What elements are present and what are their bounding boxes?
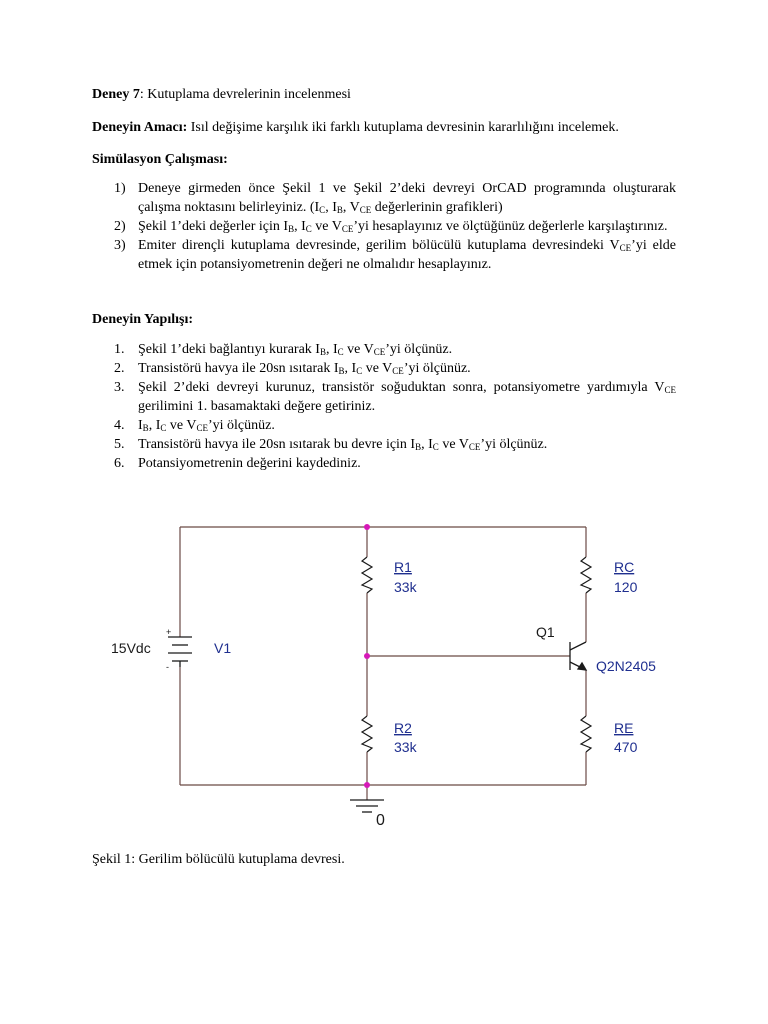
text-run: ve V [166, 418, 197, 433]
re-resistor-icon [581, 716, 591, 752]
text-run: ’yi hesaplayınız ve ölçtüğünüz değerlerle karşılaştırınız. [353, 219, 668, 234]
transistor-name-label: Q1 [536, 624, 555, 640]
re-value-label: 470 [614, 739, 638, 755]
text-run: Deneye girmeden önce Şekil 1 ve Şekil 2’deki devreyi OrCAD programında oluşturarak çalışma noktasını belirleyiniz. (I [138, 181, 676, 215]
item-number: 3) [114, 238, 126, 253]
ground-icon [350, 800, 384, 812]
r1-name-label: R1 [394, 559, 412, 575]
text-run: , I [344, 361, 357, 376]
text-run: ’yi ölçünüz. [207, 418, 275, 433]
subscript: B [338, 366, 345, 376]
item-number: 1. [114, 342, 125, 357]
r2-value-label: 33k [394, 739, 417, 755]
text-run: Transistörü havya ile 20sn ısıtarak bu devre için I [138, 437, 416, 452]
subscript: CE [392, 366, 404, 376]
item-number: 1) [114, 181, 126, 196]
source-value-label: 15Vdc [111, 640, 151, 656]
subscript: C [160, 423, 167, 433]
subscript: B [288, 224, 295, 234]
battery-icon [168, 637, 192, 667]
subscript: B [415, 442, 422, 452]
text-run: ’yi ölçünüz. [403, 361, 471, 376]
item-number: 3. [114, 380, 125, 395]
battery-plus-label: + [166, 627, 172, 637]
subscript: B [142, 423, 149, 433]
figure-caption [92, 850, 676, 869]
text-run: ’yi ölçünüz. [385, 342, 453, 357]
subscript: C [337, 347, 344, 357]
text-run: , V [342, 200, 360, 215]
subscript: CE [373, 347, 386, 357]
source-name-label: V1 [214, 640, 232, 656]
text-run: ve V [343, 342, 374, 357]
item-number: 4. [114, 418, 125, 433]
sim-title-text: Simülasyon Çalışması: [92, 152, 228, 167]
item-number: 2. [114, 361, 125, 376]
text-run: , I [148, 418, 161, 433]
heading-rest: : Kutuplama devrelerinin incelenmesi [139, 87, 351, 102]
text-run: değerlerinin grafikleri) [371, 200, 503, 215]
text-run: Şekil 2’deki devreyi kurunuz, transistör soğuduktan sonra, potansiyometre yardımıyla V [138, 380, 665, 395]
subscript: C [432, 442, 439, 452]
text-run: , I [325, 342, 338, 357]
subscript: CE [196, 423, 208, 433]
text-run: ’yi ölçünüz. [480, 437, 548, 452]
rc-name-label: RC [614, 559, 635, 575]
text-run: Şekil 1’deki değerler için I [138, 219, 289, 234]
text-run: ve V [311, 219, 342, 234]
text-run: ve V [362, 361, 393, 376]
subscript: CE [664, 385, 676, 395]
subscript: C [356, 366, 363, 376]
battery-minus-label: - [166, 662, 169, 672]
subscript: CE [619, 243, 632, 253]
subscript: B [319, 347, 326, 357]
transistor-model-label: Q2N2405 [596, 658, 656, 674]
heading-bold: Deney 7 [92, 87, 140, 102]
subscript: C [305, 224, 312, 234]
item-number: 5. [114, 437, 125, 452]
transistor-icon [570, 642, 586, 670]
r2-resistor-icon [362, 716, 372, 752]
re-name-label: RE [614, 720, 634, 736]
text-run: , I [294, 219, 306, 234]
subscript: CE [359, 205, 372, 215]
item-number: 2) [114, 219, 126, 234]
text-run: Transistörü havya ile 20sn ısıtarak I [138, 361, 339, 376]
rc-value-label: 120 [614, 579, 638, 595]
r1-value-label: 33k [394, 579, 417, 595]
item-number: 6. [114, 456, 125, 471]
node-top [364, 524, 370, 530]
node-base [364, 653, 370, 659]
ground-label: 0 [376, 812, 385, 829]
aim-label: Deneyin Amacı: [92, 120, 188, 135]
r2-name-label: R2 [394, 720, 412, 736]
text-run: Potansiyometrenin değerini kaydediniz. [138, 456, 361, 471]
text-run: ’yi elde etmek için potansiyometrenin değeri ne olmalıdır hesaplayınız. [138, 238, 676, 272]
subscript: CE [341, 224, 354, 234]
text-run: , I [325, 200, 337, 215]
caption-text: Şekil 1: Gerilim bölücülü kutuplama devresi. [92, 852, 345, 867]
aim-text: Isıl değişime karşılık iki farklı kutuplama devresinin kararlılığını incelemek. [187, 120, 619, 135]
wires [180, 527, 586, 800]
proc-title-text: Deneyin Yapılışı: [92, 312, 193, 327]
text-run: Emiter dirençli kutuplama devresinde, gerilim bölücülü kutuplama devresindeki V [138, 238, 620, 253]
subscript: CE [468, 442, 481, 452]
text-run: ve V [438, 437, 469, 452]
text-run: gerilimini 1. basamaktaki değere getiriniz. [138, 399, 376, 414]
text-run: Şekil 1’deki bağlantıyı kurarak I [138, 342, 320, 357]
rc-resistor-icon [581, 557, 591, 593]
r1-resistor-icon [362, 557, 372, 593]
subscript: C [319, 205, 326, 215]
subscript: B [336, 205, 343, 215]
node-ground [364, 782, 370, 788]
text-run: I [138, 418, 143, 433]
text-run: , I [421, 437, 433, 452]
